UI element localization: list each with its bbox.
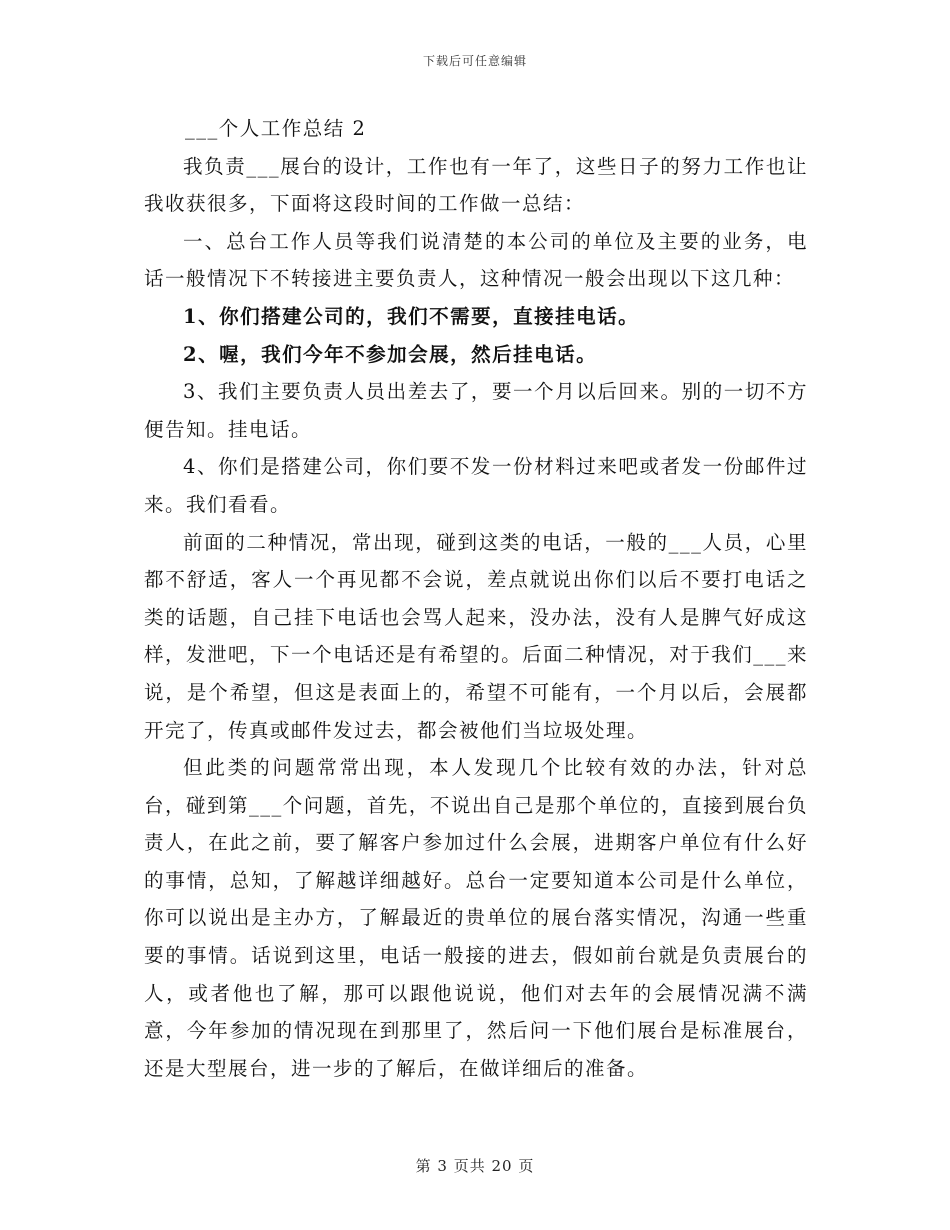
document-title: ___个人工作总结 2 (185, 117, 367, 140)
paragraph-intro: 我负责___展台的设计，工作也有一年了，这些日子的努力工作也让我收获很多，下面将这段时间的工作做一总结： (144, 154, 808, 216)
document-body (144, 110, 808, 1087)
list-item-3: 3、我们主要负责人员出差去了，要一个月以后回来。别的一切不方便告知。挂电话。 (144, 380, 808, 441)
list-item-1: 1、你们搭建公司的，我们不需要，直接挂电话。 (183, 304, 640, 328)
list-item-4: 4、你们是搭建公司，你们要不发一份材料过来吧或者发一份邮件过来。我们看看。 (144, 455, 808, 516)
page-footer: 第 3 页共 20 页 (415, 1157, 535, 1175)
list-item-2: 2、喔，我们今年不参加会展，然后挂电话。 (183, 342, 598, 366)
page-header: 下载后可任意编辑 (422, 54, 527, 68)
paragraph-analysis: 前面的二种情况，常出现，碰到这类的电话，一般的___人员，心里都不舒适，客人一个再见都不会说，差点就说出你们以后不要打电话之类的话题，自己挂下电话也会骂人起来，没办法，没有人是脾气好成这样，发泄吧，下一个电话还是有希望的。后面二种情况，对于我们___来说，是个希望，但这是表面上的，希望不可能有，一个月以后，会展都开完了，传真或邮件发过去，都会被他们当垃圾处理。 (144, 530, 808, 742)
paragraph-section-one: 一、总台工作人员等我们说清楚的本公司的单位及主要的业务，电话一般情况下不转接进主要负责人，这种情况一般会出现以下这几种： (144, 229, 808, 291)
paragraph-solution: 但此类的问题常常出现，本人发现几个比较有效的办法，针对总台，碰到第___个问题，首先，不说出自己是那个单位的，直接到展台负责人，在此之前，要了解客户参加过什么会展，进期客户单位有什么好的事情，总知，了解越详细越好。总台一定要知道本公司是什么单位，你可以说出是主办方，了解最近的贵单位的展台落实情况，沟通一些重要的事情。话说到这里，电话一般接的进去，假如前台就是负责展台的人，或者他也了解，那可以跟他说说，他们对去年的会展情况满不满意，今年参加的情况现在到那里了，然后问一下他们展台是标准展台，还是大型展台，进一步的了解后，在做详细后的准备。 (144, 756, 808, 1080)
